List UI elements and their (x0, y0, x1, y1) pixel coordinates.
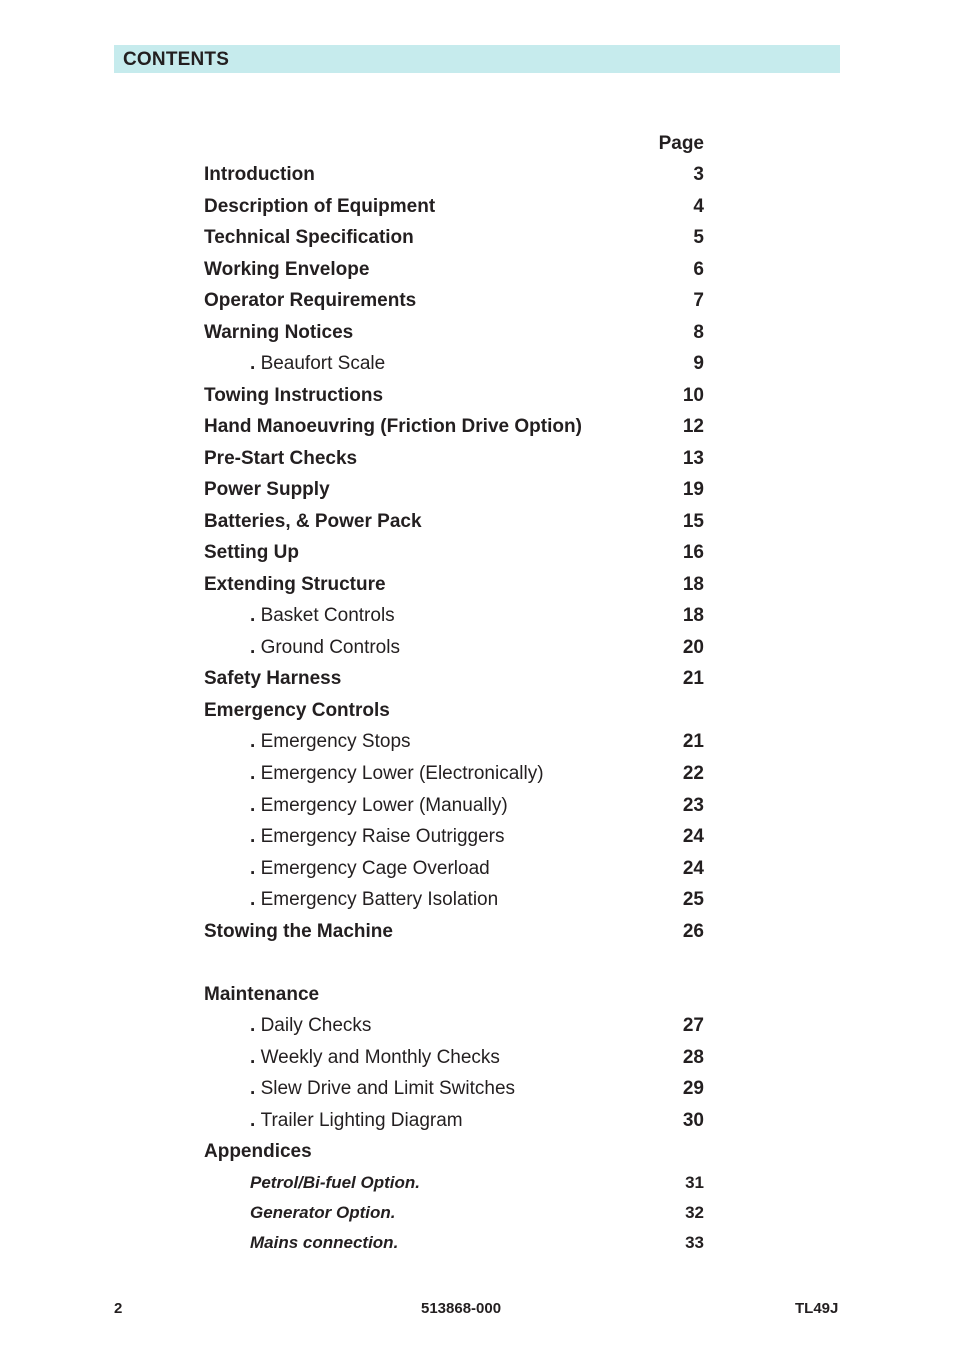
toc-entry-page: 29 (682, 1078, 704, 1099)
toc-entry-page: 20 (682, 637, 704, 658)
toc-entry (204, 668, 704, 696)
toc-entry (204, 700, 704, 728)
toc-entry-title: Power Supply (204, 479, 330, 500)
toc-entry-title: Towing Instructions (204, 385, 384, 406)
toc-entry-title: . Emergency Battery Isolation (250, 889, 499, 910)
toc-entry-page: 18 (682, 574, 704, 595)
toc-entry (204, 1110, 704, 1138)
bullet-dot: . (250, 826, 261, 847)
toc-entry (204, 858, 704, 886)
toc-entry-title: Extending Structure (204, 574, 386, 595)
toc-entry-page: 22 (682, 763, 704, 784)
toc-entry-page: 10 (682, 385, 704, 406)
toc-entry (204, 605, 704, 633)
toc-entry-title: Safety Harness (204, 668, 342, 689)
footer-model: TL49J (795, 1300, 839, 1317)
toc-entry (204, 416, 704, 444)
toc-entry (204, 322, 704, 350)
toc-entry-title: Generator Option. (250, 1203, 396, 1222)
toc-entry-title: Maintenance (204, 984, 320, 1005)
toc-entry-title: Emergency Controls (204, 700, 390, 721)
toc-entry-page: 6 (693, 259, 704, 280)
toc-entry-title: Description of Equipment (204, 196, 436, 217)
toc-entry (204, 1015, 704, 1043)
toc-entry (204, 637, 704, 665)
toc-entry-title: Setting Up (204, 542, 299, 563)
toc-entry-page: 9 (693, 353, 704, 374)
toc-entry-title: . Emergency Lower (Manually) (250, 795, 508, 816)
toc-entry-page: 27 (682, 1015, 704, 1036)
toc-entry-title: Mains connection. (250, 1233, 399, 1252)
toc-entry (204, 1047, 704, 1075)
page-column-header: Page (658, 133, 704, 154)
toc-entry-title: Working Envelope (204, 259, 370, 280)
toc-entry (204, 731, 704, 759)
toc-entry-title: Stowing the Machine (204, 921, 393, 942)
toc-entry-page: 31 (685, 1173, 704, 1192)
toc-entry-page: 4 (693, 196, 704, 217)
toc-entry (204, 1231, 704, 1259)
toc-entry-page: 16 (682, 542, 704, 563)
footer-page-number: 2 (114, 1300, 123, 1317)
toc-entry (204, 479, 704, 507)
toc-entry-page: 3 (693, 164, 704, 185)
bullet-dot: . (250, 889, 261, 910)
toc-entry-title: . Emergency Lower (Electronically) (250, 763, 544, 784)
toc-entry-page: 12 (682, 416, 704, 437)
bullet-dot: . (250, 1015, 261, 1036)
toc-entry (204, 921, 704, 949)
footer-document-number: 513868-000 (421, 1300, 502, 1317)
toc-entry-page: 32 (685, 1203, 704, 1222)
toc-entry-page: 21 (682, 731, 704, 752)
toc-entry-page: 23 (682, 795, 704, 816)
bullet-dot: . (250, 1110, 261, 1131)
toc-entry (204, 984, 704, 1012)
bullet-dot: . (250, 858, 261, 879)
toc-entry-page: 28 (682, 1047, 704, 1068)
bullet-dot: . (250, 605, 261, 626)
toc-entry (204, 164, 704, 192)
toc-entry-page: 5 (693, 227, 704, 248)
toc-entry-title: . Trailer Lighting Diagram (250, 1110, 463, 1131)
toc-entry (204, 1201, 704, 1229)
toc-entry-page: 25 (682, 889, 704, 910)
toc-entry-page: 15 (682, 511, 704, 532)
toc-entry-page: 7 (693, 290, 704, 311)
toc-entry-title: Petrol/Bi-fuel Option. (250, 1173, 420, 1192)
toc-entry (204, 385, 704, 413)
toc-entry-title: Pre-Start Checks (204, 448, 358, 469)
toc-entry-page: 8 (693, 322, 704, 343)
toc-entry-page: 21 (682, 668, 704, 689)
toc-entry-page: 24 (682, 826, 704, 847)
toc-entry-title: . Weekly and Monthly Checks (250, 1047, 500, 1068)
toc-entry-title: . Slew Drive and Limit Switches (250, 1078, 516, 1099)
bullet-dot: . (250, 1078, 261, 1099)
toc-entry-page: 18 (682, 605, 704, 626)
toc-entry (204, 1141, 704, 1169)
toc-entry-page: 19 (682, 479, 704, 500)
toc-entry-title: . Basket Controls (250, 605, 395, 626)
toc-entry-title: Technical Specification (204, 227, 414, 248)
toc-entry-title: . Emergency Stops (250, 731, 411, 752)
toc-entry-page: 26 (682, 921, 704, 942)
toc-entry (204, 795, 704, 823)
toc-entry-title: Appendices (204, 1141, 312, 1162)
toc-entry-title: . Beaufort Scale (250, 353, 386, 374)
toc-entry-title: Batteries, & Power Pack (204, 511, 422, 532)
toc-entry-title: . Daily Checks (250, 1015, 372, 1036)
toc-entry-title: Warning Notices (204, 322, 354, 343)
toc-entry (204, 290, 704, 318)
bullet-dot: . (250, 763, 261, 784)
toc-entry-page: 24 (682, 858, 704, 879)
toc-entry (204, 1171, 704, 1199)
toc-entry (204, 826, 704, 854)
toc-entry (204, 1078, 704, 1106)
bullet-dot: . (250, 795, 261, 816)
toc-entry-title: Hand Manoeuvring (Friction Drive Option) (204, 416, 582, 437)
toc-entry-title: Operator Requirements (204, 290, 417, 311)
bullet-dot: . (250, 637, 261, 658)
toc-entry-title: . Emergency Cage Overload (250, 858, 490, 879)
toc-entry (204, 353, 704, 381)
page-title: CONTENTS (123, 49, 230, 70)
toc-entry-title: . Emergency Raise Outriggers (250, 826, 505, 847)
bullet-dot: . (250, 731, 261, 752)
toc-entry-page: 33 (685, 1233, 704, 1252)
bullet-dot: . (250, 1047, 261, 1068)
toc-entry (204, 889, 704, 917)
toc-entry (204, 227, 704, 255)
toc-entry-page: 13 (682, 448, 704, 469)
toc-entry (204, 511, 704, 539)
toc-entry-title: . Ground Controls (250, 637, 400, 658)
toc-entry (204, 574, 704, 602)
toc-entry (204, 196, 704, 224)
toc-entry (204, 542, 704, 570)
toc-entry-page: 30 (682, 1110, 704, 1131)
toc-entry-title: Introduction (204, 164, 315, 185)
toc-entry (204, 763, 704, 791)
toc-entry (204, 259, 704, 287)
bullet-dot: . (250, 353, 261, 374)
toc-entry (204, 448, 704, 476)
